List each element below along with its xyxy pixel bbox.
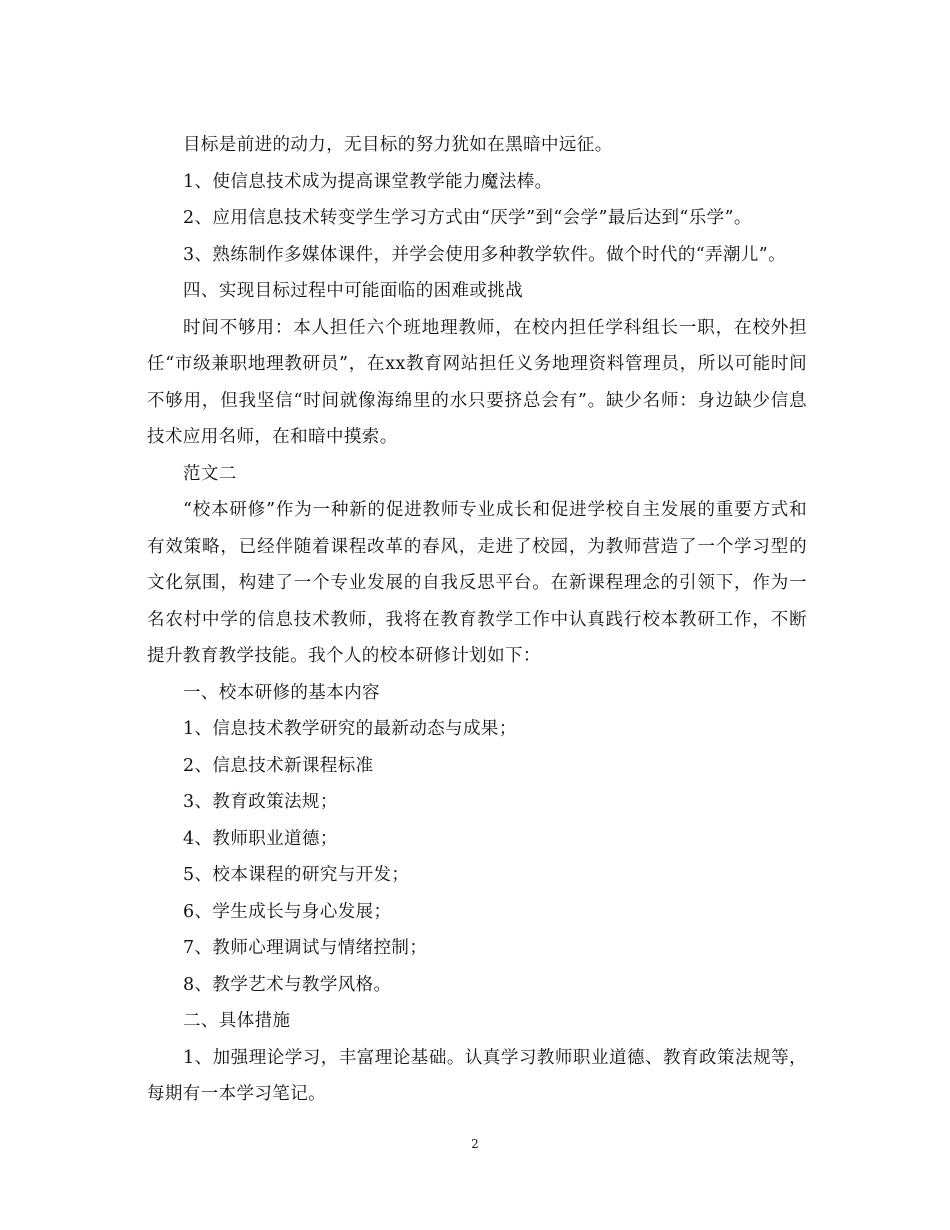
- paragraph-goal-intro: 目标是前进的动力，无目标的努力犹如在黑暗中远征。: [183, 135, 613, 155]
- list-item-content-6: 6、学生成长与身心发展；: [183, 901, 392, 922]
- section-heading-sample-two: 范文二: [183, 463, 237, 484]
- document-body: [147, 127, 807, 1113]
- page-number: 2: [471, 1137, 479, 1151]
- list-item-content-2: 2、信息技术新课程标准: [183, 755, 374, 776]
- section-heading-measures: 二、具体措施: [183, 1011, 291, 1031]
- paragraph-school-training-intro: “校本研修”作为一种新的促进教师专业成长和促进学校自主发展的重要方式和有效策略，已经伴随着课程改革的春风，走进了校园，为教师营造了一个学习型的文化氛围，构建了一个专业发展的自我反思平台。在新课程理念的引领下，作为一名农村中学的信息技术教师，我将在教育教学工作中认真践行校本教研工作，不断提升教育教学技能。我个人的校本研修计划如下：: [147, 500, 807, 666]
- paragraph-measure-1: 1、加强理论学习，丰富理论基础。认真学习教师职业道德、教育政策法规等，每期有一本学习笔记。: [147, 1047, 807, 1104]
- list-item-content-7: 7、教师心理调试与情绪控制；: [183, 938, 428, 958]
- list-item-content-4: 4、教师职业道德；: [183, 828, 338, 849]
- paragraph-goal-3: 3、熟练制作多媒体课件，并学会使用多种教学软件。做个时代的“弄潮儿”。: [183, 244, 787, 265]
- list-item-content-1: 1、信息技术教学研究的最新动态与成果；: [183, 719, 517, 739]
- section-heading-basic-content: 一、校本研修的基本内容: [183, 682, 380, 703]
- paragraph-goal-1: 1、使信息技术成为提高课堂教学能力魔法棒。: [183, 171, 553, 192]
- section-heading-challenges: 四、实现目标过程中可能面临的困难或挑战: [183, 281, 524, 301]
- paragraph-challenges: 时间不够用：本人担任六个班地理教师，在校内担任学科组长一职，在校外担任“市级兼职地理教研员”，在xx教育网站担任义务地理资料管理员，所以可能时间不够用，但我坚信“时间就像海绵里的水只要挤总会有”。缺少名师：身边缺少信息技术应用名师，在和暗中摸索。: [147, 317, 807, 447]
- paragraph-goal-2: 2、应用信息技术转变学生学习方式由“厌学”到“会学”最后达到“乐学”。: [183, 208, 752, 228]
- list-item-content-5: 5、校本课程的研究与开发；: [183, 865, 410, 885]
- list-item-content-8: 8、教学艺术与教学风格。: [183, 974, 392, 995]
- list-item-content-3: 3、教育政策法规；: [183, 792, 338, 812]
